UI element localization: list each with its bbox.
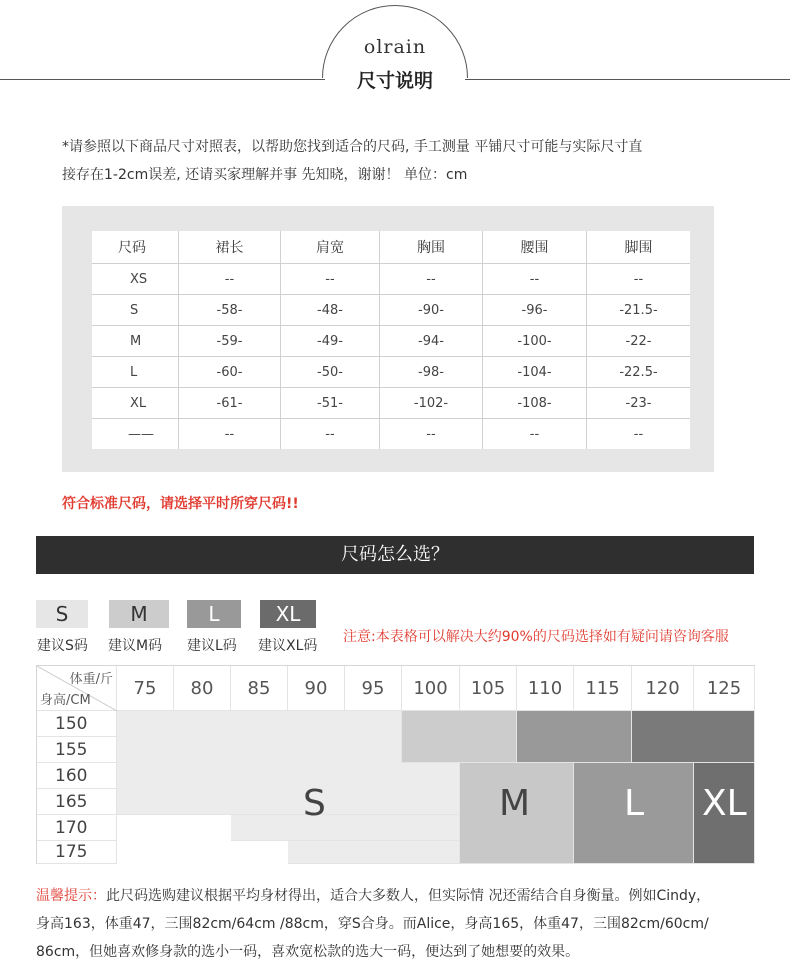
table-cell: -- <box>633 426 644 442</box>
table-header-cell: 肩宽 <box>281 231 380 264</box>
height-header: 165 <box>37 789 117 815</box>
table-header-cell: 脚围 <box>587 231 690 264</box>
page-title: 尺寸说明 <box>356 70 433 92</box>
size-chart-grid <box>36 665 755 864</box>
table-cell: -50- <box>281 357 380 388</box>
height-header: 175 <box>37 841 117 864</box>
table-cell: -22.5- <box>587 357 690 388</box>
table-cell: -94- <box>380 326 483 357</box>
table-cell: -- <box>281 264 380 295</box>
zone-xl-block <box>632 711 755 763</box>
weight-header: 115 <box>574 666 632 711</box>
zone-l-block <box>517 711 632 763</box>
table-cell: -60- <box>179 357 281 388</box>
table-cell: -49- <box>281 326 380 357</box>
legend-label-s: 建议S码 <box>37 638 88 654</box>
table-cell: -- <box>587 264 690 295</box>
weight-header: 100 <box>402 666 460 711</box>
legend-label-xl: 建议XL码 <box>258 638 318 654</box>
table-row <box>92 264 690 295</box>
size-table <box>92 231 690 449</box>
legend-label-m: 建议M码 <box>108 638 163 654</box>
table-cell: -- <box>380 419 483 449</box>
legend-swatch-m: M <box>109 600 169 628</box>
table-cell: -59- <box>179 326 281 357</box>
weight-header: 90 <box>288 666 345 711</box>
header-rule-right <box>465 79 790 80</box>
table-cell: -21.5- <box>587 295 690 326</box>
table-cell: XS <box>92 264 179 295</box>
table-row <box>92 388 690 419</box>
zone-label-s: S <box>303 783 326 824</box>
table-cell: -61- <box>179 388 281 419</box>
notice-text: 注意:本表格可以解决大约90%的尺码选择如有疑问请咨询客服 <box>343 629 729 645</box>
tips-line-2: 身高163，体重47，三围82cm/64cm /88cm，穿S合身。而Alice，身高165，体重47，三围82cm/60cm/ <box>36 916 709 932</box>
weight-header: 95 <box>345 666 402 711</box>
brand-logo: olrain <box>363 36 427 58</box>
weight-header: 85 <box>231 666 288 711</box>
weight-header: 110 <box>517 666 574 711</box>
table-cell: —— <box>92 419 179 449</box>
tips-text-1: 此尺码选购建议根据平均身材得出，适合大多数人，但实际情 况还需结合自身衡量。例如Cindy， <box>106 888 711 904</box>
table-cell: S <box>92 295 179 326</box>
table-header-cell: 胸围 <box>380 231 483 264</box>
table-header-cell: 裙长 <box>179 231 281 264</box>
table-cell: -58- <box>179 295 281 326</box>
weight-axis-label: 体重/斤 <box>69 672 113 687</box>
weight-header: 120 <box>632 666 694 711</box>
table-cell: M <box>92 326 179 357</box>
zone-label-m: M <box>499 783 531 824</box>
zone-label-xl: XL <box>702 783 747 824</box>
height-axis-label: 身高/CM <box>40 693 91 708</box>
legend-swatch-xl: XL <box>260 600 316 628</box>
zone-m-block <box>402 711 517 763</box>
legend-label-l: 建议L码 <box>187 638 237 654</box>
standard-size-note: 符合标准尺码，请选择平时所穿尺码!! <box>62 496 299 512</box>
table-cell: -- <box>179 419 281 449</box>
table-cell: -90- <box>380 295 483 326</box>
height-header: 155 <box>37 737 117 763</box>
tips-line-1 <box>36 882 766 910</box>
intro-text <box>62 133 742 189</box>
table-header-row <box>92 231 690 264</box>
legend-swatch-s: S <box>36 600 88 628</box>
table-row <box>92 326 690 357</box>
table-cell: -48- <box>281 295 380 326</box>
height-header: 160 <box>37 763 117 789</box>
table-cell: -108- <box>483 388 587 419</box>
table-cell: -102- <box>380 388 483 419</box>
table-cell: -23- <box>587 388 690 419</box>
zone-s-block <box>231 815 460 841</box>
table-cell: -104- <box>483 357 587 388</box>
zone-label-l: L <box>624 783 645 824</box>
table-header-cell: 尺码 <box>92 231 179 264</box>
weight-header: 80 <box>174 666 231 711</box>
height-header: 150 <box>37 711 117 737</box>
table-cell: -98- <box>380 357 483 388</box>
weight-header: 75 <box>117 666 174 711</box>
weight-header: 125 <box>694 666 755 711</box>
table-cell: -- <box>179 264 281 295</box>
table-row <box>92 295 690 326</box>
grid-corner <box>37 666 117 711</box>
table-cell: -- <box>483 264 587 295</box>
tips-label: 温馨提示： <box>36 888 106 904</box>
zone-s-block <box>288 841 460 864</box>
header-rule-left <box>0 79 325 80</box>
legend-swatch-l: L <box>187 600 241 628</box>
warm-tips <box>36 882 766 966</box>
weight-header: 105 <box>460 666 517 711</box>
table-cell: L <box>92 357 179 388</box>
table-cell: -- <box>380 264 483 295</box>
table-header-cell: 腰围 <box>483 231 587 264</box>
table-row <box>92 419 690 449</box>
how-to-choose-banner: 尺码怎么选？ <box>36 536 754 574</box>
zone-s-block <box>117 763 460 815</box>
table-cell: -51- <box>281 388 380 419</box>
table-cell: XL <box>92 388 179 419</box>
table-cell: -100- <box>483 326 587 357</box>
table-cell: -- <box>483 419 587 449</box>
table-row <box>92 357 690 388</box>
height-header: 170 <box>37 815 117 841</box>
tips-line-3: 86cm，但她喜欢修身款的选小一码，喜欢宽松款的选大一码，便达到了她想要的效果。 <box>36 944 580 960</box>
intro-line-2: 接存在1-2cm误差, 还请买家理解并事 先知晓，谢谢！ 单位：cm <box>62 167 468 183</box>
table-cell: -22- <box>587 326 690 357</box>
table-cell: -96- <box>483 295 587 326</box>
table-cell: -- <box>281 419 380 449</box>
intro-line-1: *请参照以下商品尺寸对照表，以帮助您找到适合的尺码, 手工测量 平铺尺寸可能与实际尺寸直 <box>62 139 643 155</box>
